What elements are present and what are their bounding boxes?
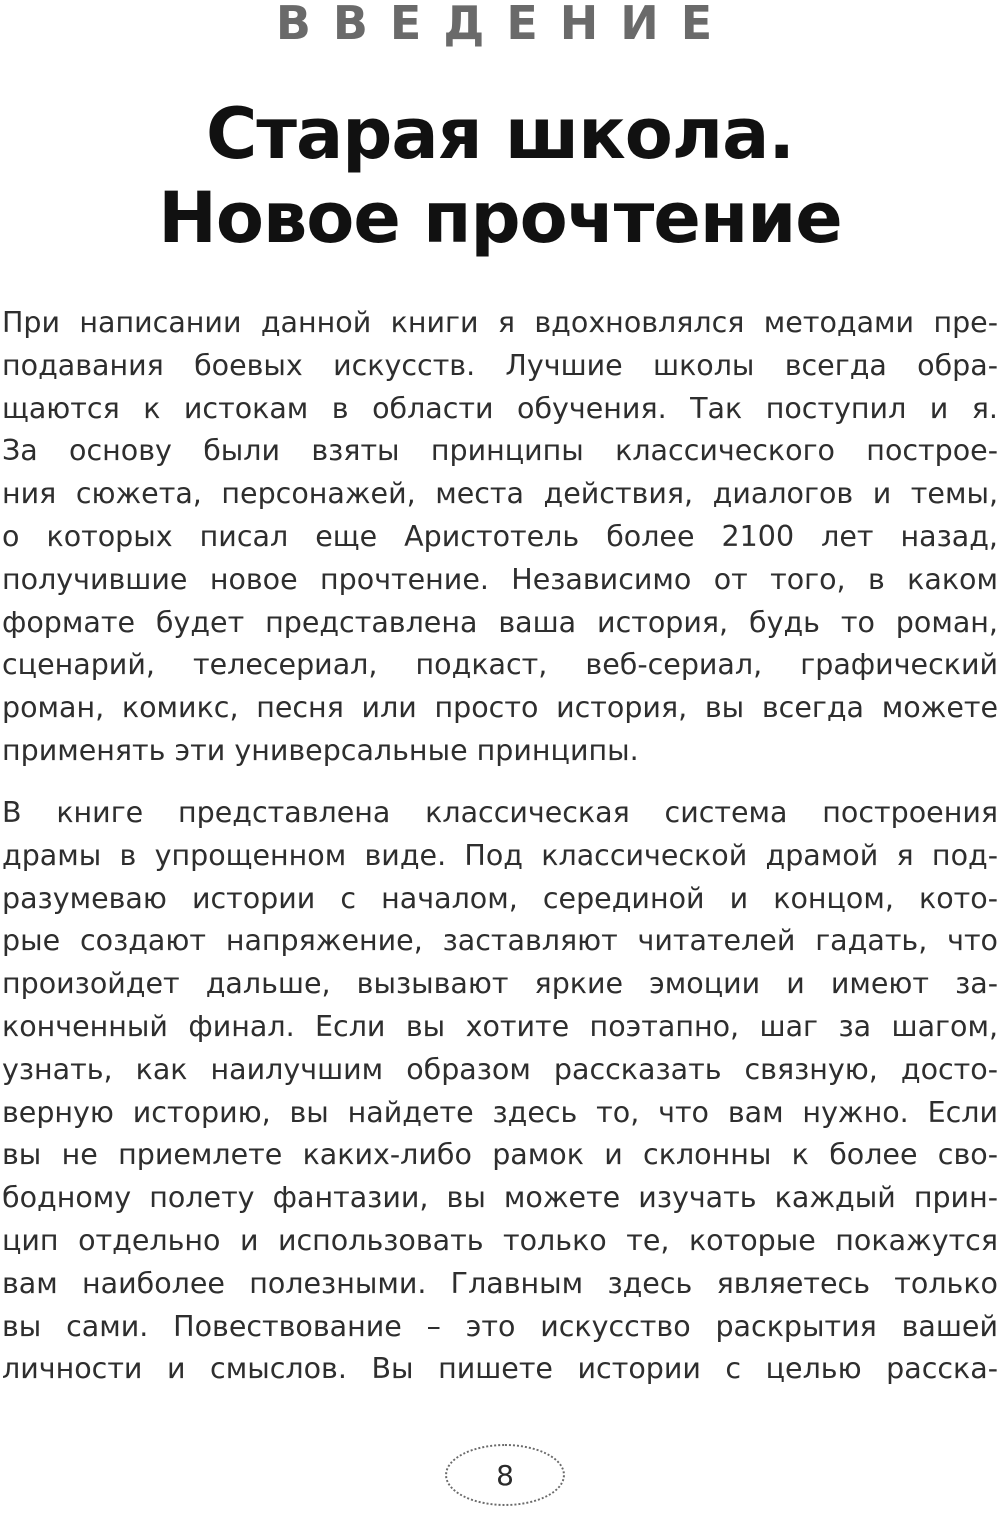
text-line: получившие новое прочтение. Независимо от того, в каком <box>2 562 998 596</box>
text-line: произойдет дальше, вызывают яркие эмоции и имеют за- <box>2 967 998 1001</box>
text-line: ния сюжета, персонажей, места действия, диалогов и темы, <box>2 477 998 511</box>
paragraph-1 <box>2 302 998 773</box>
text-line: вы не приемлете каких-либо рамок и склонны к более сво- <box>2 1138 998 1172</box>
chapter-label: ВВЕДЕНИЕ <box>275 0 735 50</box>
text-line: сценарий, телесериал, подкаст, веб-сериал, графический <box>2 648 998 682</box>
text-line: роман, комикс, песня или просто история, вы всегда можете <box>2 691 998 725</box>
text-line: конченный финал. Если вы хотите поэтапно, шаг за шагом, <box>2 1009 998 1043</box>
text-line: цип отдельно и использовать только те, которые покажутся <box>2 1223 998 1257</box>
page-title <box>0 92 1000 260</box>
text-line: При написании данной книги я вдохновлялся методами пре- <box>2 306 998 339</box>
title-line-1: Старая школа. <box>206 93 794 175</box>
text-line: В книге представлена классическая система построения <box>2 796 998 829</box>
text-line: узнать, как наилучшим образом рассказать связную, досто- <box>2 1052 998 1086</box>
page-number: 8 <box>445 1444 565 1506</box>
text-line: подавания боевых искусств. Лучшие школы всегда обра- <box>2 348 998 382</box>
text-line: личности и смыслов. Вы пишете истории с целью расска- <box>2 1352 998 1386</box>
text-line: драмы в упрощенном виде. Под классической драмой я под- <box>2 838 998 872</box>
text-line: За основу были взяты принципы классического построе- <box>2 434 998 468</box>
text-line: применять эти универсальные принципы. <box>2 733 639 767</box>
text-line: разумеваю истории с началом, серединой и концом, кото- <box>2 881 998 915</box>
text-line: о которых писал еще Аристотель более 2100 лет назад, <box>2 519 998 553</box>
text-line: рые создают напряжение, заставляют читателей гадать, что <box>2 924 998 958</box>
text-line: верную историю, вы найдете здесь то, что вам нужно. Если <box>2 1095 998 1129</box>
text-line: бодному полету фантазии, вы можете изучать каждый прин- <box>2 1181 998 1215</box>
text-line: вам наиболее полезными. Главным здесь являетесь только <box>2 1266 998 1300</box>
paragraph-2 <box>2 792 998 1391</box>
text-line: формате будет представлена ваша история, будь то роман, <box>2 605 998 639</box>
text-line: щаются к истокам в области обучения. Так поступил и я. <box>2 391 998 425</box>
text-line: вы сами. Повествование – это искусство раскрытия вашей <box>2 1309 998 1343</box>
title-line-2: Новое прочтение <box>158 177 842 259</box>
